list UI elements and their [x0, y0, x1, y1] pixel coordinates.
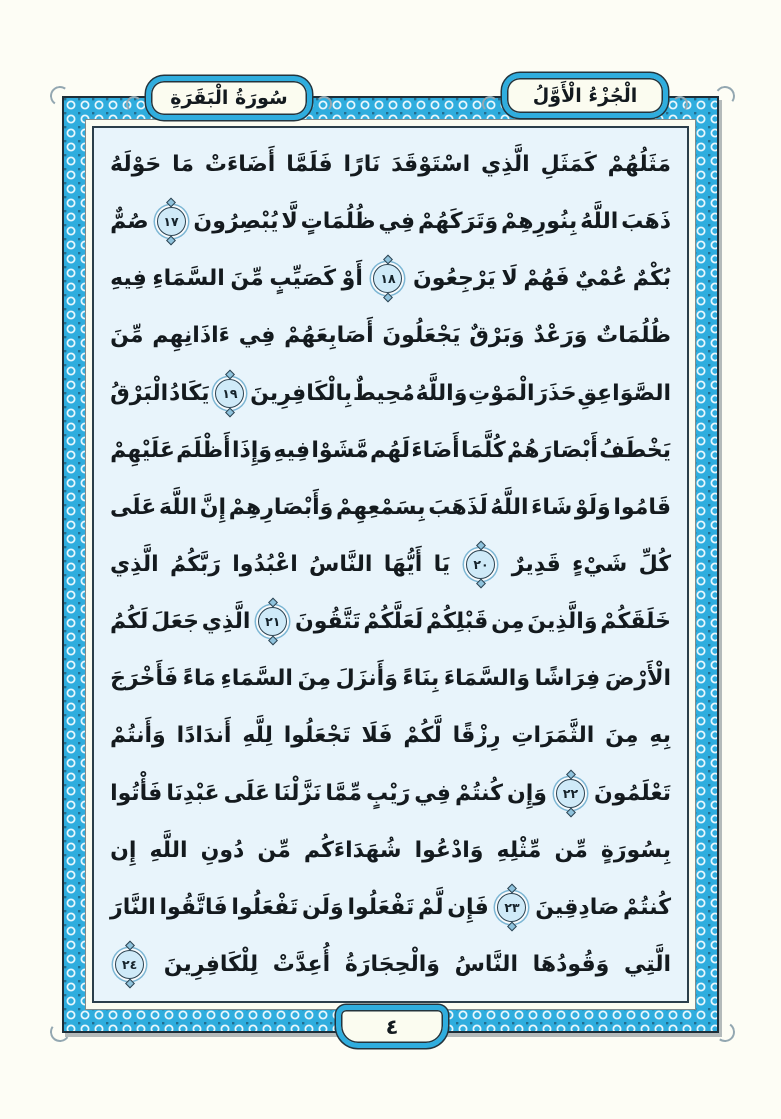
mushaf-line [110, 593, 671, 650]
word: اللَّهُ [490, 494, 529, 520]
word: عَلَيْهِمْ [110, 437, 175, 463]
word: فِي [378, 209, 416, 235]
word: تَفْعَلُوا [231, 894, 299, 920]
word: فِي [238, 323, 276, 349]
word: رَيْبٍ [366, 780, 411, 806]
word: ظُلُمَاتٌ [596, 323, 671, 349]
word: عَلَى [223, 780, 270, 806]
word: يَا [433, 552, 451, 578]
word: مِّنَ [230, 266, 264, 292]
word: يَجْعَلُونَ [382, 323, 461, 349]
word: كُنتُمْ [622, 894, 671, 920]
word: قَامُوا [613, 494, 671, 520]
word: لِلْكَافِرِينَ [163, 952, 259, 978]
word: فِيهِ [110, 266, 147, 292]
word: مُحِيطٌ [352, 380, 415, 406]
word: وَاللَّهُ [415, 380, 468, 406]
word: كَصَيِّبٍ [269, 266, 337, 292]
word: وَأَنزَلَ [335, 666, 398, 692]
word: أَبْصَارَهُمْ [507, 437, 598, 463]
word: الْأَرْضَ [604, 666, 671, 692]
quran-text-field [92, 126, 689, 1003]
word: اعْبُدُوا [232, 552, 298, 578]
word: لَّكُمْ [403, 723, 442, 749]
word: أَظْلَمَ [176, 437, 231, 463]
word: لَّا [281, 209, 298, 235]
word: لَا [501, 266, 518, 292]
word: بِسَمْعِهِمْ [335, 494, 426, 520]
word: لَكُمُ [110, 609, 149, 635]
word: فَلَمَّا [286, 152, 333, 178]
verse-number-marker: ٢١ [258, 607, 287, 636]
word: فَاتَّقُوا [159, 894, 228, 920]
word: لَعَلَّكُمْ [363, 609, 424, 635]
word: وَلَوْ [574, 494, 611, 520]
word: اللَّهِ [149, 837, 188, 863]
word: دُونِ [200, 837, 245, 863]
word: أَوْ [341, 266, 363, 292]
word: تَجْعَلُوا [283, 723, 351, 749]
word: وَالَّذِينَ [527, 609, 598, 635]
surah-name-tab [146, 76, 312, 120]
word: شَاءَ [531, 494, 573, 520]
word: وَالسَّمَاءَ [443, 666, 531, 692]
word: إِنَّ [199, 494, 227, 520]
word: صَادِقِينَ [535, 894, 620, 920]
word: فَإِن [447, 894, 489, 920]
word: قَدِيرٌ [511, 552, 561, 578]
verse-number-marker: ٢٤ [115, 950, 144, 979]
juz-name-label: الْجُزْءُ الْأَوَّلُ [532, 84, 638, 107]
word: الَّذِي [110, 552, 159, 578]
page-number-tab [336, 1005, 448, 1048]
verse-number-marker: ٢٢ [556, 779, 585, 808]
word: كُلِّ [638, 552, 671, 578]
word: وَالْحِجَارَةُ [344, 952, 440, 978]
word: وَادْعُوا [414, 837, 484, 863]
mushaf-line [110, 650, 671, 707]
word: أَضَاءَتْ [204, 152, 276, 178]
word: الْبَرْقُ [110, 380, 169, 406]
word: لَذَهَبَ [428, 494, 488, 520]
word: مِّن [554, 837, 588, 863]
word: الَّذِي [201, 609, 251, 635]
word: يَرْجِعُونَ [413, 266, 496, 292]
word: اسْتَوْقَدَ [391, 152, 471, 178]
word: وَأَنتُمْ [110, 723, 166, 749]
word: حَذَرَ [535, 380, 577, 406]
tab-flourish-icon [126, 96, 142, 112]
word: تَفْعَلُوا [347, 894, 415, 920]
word: قَبْلِكُمْ [425, 609, 489, 635]
word: السَّمَاءِ [220, 666, 293, 692]
word: يُبْصِرُونَ [193, 209, 279, 235]
tab-flourish-icon [672, 96, 688, 112]
word: فَهُمْ [523, 266, 570, 292]
word: عُمْيٌ [575, 266, 628, 292]
mushaf-line [110, 536, 671, 593]
word: ءَاذَانِهِم [152, 323, 230, 349]
word: وَبَرْقٌ [469, 323, 525, 349]
mushaf-line [110, 879, 671, 936]
word: وَلَن [301, 894, 344, 920]
word: خَلَقَكُمْ [600, 609, 671, 635]
word: بِسُورَةٍ [600, 837, 671, 863]
word: وَقُودُهَا [532, 952, 610, 978]
word: أُعِدَّتْ [272, 952, 331, 978]
mushaf-line [110, 307, 671, 364]
word: فِرَاشًا [534, 666, 601, 692]
mushaf-line [110, 193, 671, 250]
verse-number-marker: ١٨ [373, 264, 402, 293]
tab-flourish-icon [316, 96, 332, 112]
word: بِهِ [649, 723, 671, 749]
word: نَارًا [343, 152, 381, 178]
word: ذَهَبَ [621, 209, 671, 235]
arabesque-border-band [64, 98, 717, 1031]
word: وَأَبْصَارِهِمْ [228, 494, 334, 520]
word: الْمَوْتِ [468, 380, 535, 406]
word: فَأَخْرَجَ [110, 666, 179, 692]
verse-number-marker: ١٧ [157, 207, 186, 236]
mushaf-line [110, 136, 671, 193]
word: لِلَّهِ [242, 723, 273, 749]
word: مِّن [257, 837, 291, 863]
word: مِّثْلِهِ [496, 837, 542, 863]
word: عَبْدِنَا [166, 780, 220, 806]
verse-number-marker: ٢٣ [497, 893, 526, 922]
word: فِي [414, 780, 451, 806]
word: النَّارَ [110, 894, 156, 920]
word: شَيْءٍ [572, 552, 628, 578]
word: أَندَادًا [176, 723, 232, 749]
word: مَا [172, 152, 195, 178]
word: الَّذِي [481, 152, 530, 178]
word: يَخْطَفُ [599, 437, 671, 463]
juz-name-tab [502, 73, 668, 118]
word: حَوْلَهُ [110, 152, 162, 178]
word: جَعَلَ [151, 609, 199, 635]
word: اللَّهُ [580, 209, 619, 235]
word: أَضَاءَ [411, 437, 460, 463]
word: عَلَى [110, 494, 157, 520]
word: اللَّهَ [158, 494, 198, 520]
word: إِن [110, 837, 137, 863]
word: فِيهِ [273, 437, 311, 463]
word: الصَّوَاعِقِ [577, 380, 671, 406]
word: أَيُّهَا [383, 552, 423, 578]
word: بِنُورِهِمْ [501, 209, 578, 235]
word: لَّمْ [418, 894, 444, 920]
verse-number-marker: ٢٠ [466, 550, 495, 579]
word: فَأْتُوا [110, 780, 163, 806]
word: وَإِذَا [231, 437, 273, 463]
word: كُنتُمْ [454, 780, 503, 806]
word: الَّتِي [623, 952, 671, 978]
word: مِن [491, 609, 525, 635]
word: كُلَّمَا [460, 437, 506, 463]
word: السَّمَاءِ [152, 266, 225, 292]
mushaf-line [110, 765, 671, 822]
word: بِنَاءً [402, 666, 440, 692]
word: تَعْلَمُونَ [594, 780, 671, 806]
mushaf-line [110, 822, 671, 879]
word: النَّاسُ [309, 552, 373, 578]
mushaf-line [110, 479, 671, 536]
mushaf-line [110, 250, 671, 307]
word: وَإِن [506, 780, 547, 806]
word: وَتَرَكَهُمْ [417, 209, 499, 235]
word: تَتَّقُونَ [294, 609, 361, 635]
mushaf-line [110, 365, 671, 422]
word: ظُلُمَاتٍ [300, 209, 376, 235]
word: مِنَ [297, 666, 332, 692]
word: مِنَ [605, 723, 639, 749]
word: بِالْكَافِرِينَ [250, 380, 353, 406]
corner-flourish-icon [713, 1020, 736, 1043]
verse-number-marker: ١٩ [215, 379, 244, 408]
word: مِّمَّا [325, 780, 363, 806]
word: كَمَثَلِ [540, 152, 597, 178]
word: مِّنَ [110, 323, 144, 349]
word: يَكَادُ [168, 380, 210, 406]
surah-name-label: سُورَةُ الْبَقَرَةِ [170, 87, 288, 109]
page-number-label: ٤ [385, 1014, 399, 1039]
mushaf-line [110, 936, 671, 993]
word: أَصَابِعَهُمْ [284, 323, 374, 349]
decorative-frame [62, 96, 719, 1033]
word: رَبَّكُمُ [169, 552, 221, 578]
mushaf-line [110, 707, 671, 764]
word: شُهَدَاءَكُم [303, 837, 402, 863]
word: فَلَا [361, 723, 393, 749]
word: صُمٌّ [110, 209, 149, 235]
tab-flourish-icon [482, 96, 498, 112]
word: وَرَعْدٌ [533, 323, 588, 349]
word: مَثَلُهُمْ [607, 152, 671, 178]
mushaf-line [110, 422, 671, 479]
word: نَزَّلْنَا [273, 780, 322, 806]
word: لَهُم [369, 437, 411, 463]
word: بُكْمٌ [632, 266, 671, 292]
word: النَّاسُ [454, 952, 518, 978]
word: مَاءً [182, 666, 216, 692]
word: رِزْقًا [452, 723, 501, 749]
word: مَّشَوْا [311, 437, 369, 463]
word: الثَّمَرَاتِ [511, 723, 595, 749]
inner-margin [85, 119, 696, 1010]
